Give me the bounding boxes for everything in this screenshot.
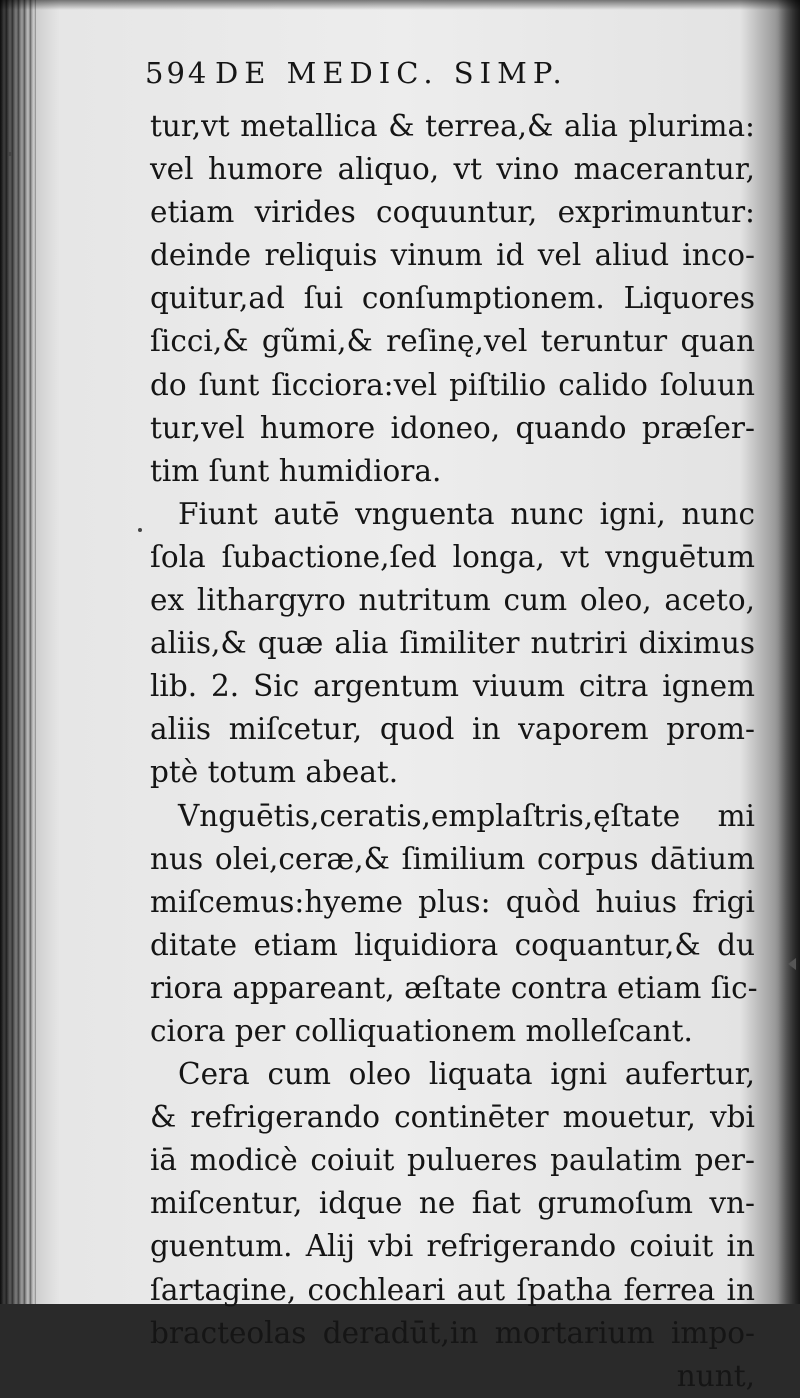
text-line: nus olei,ceræ,& ſimilium corpus dātium — [150, 841, 755, 876]
running-head — [145, 56, 645, 96]
paragraph-2 — [150, 493, 755, 795]
paragraph-4 — [150, 1053, 755, 1355]
text-line: ciora per colliquationem molleſcant. — [150, 1013, 693, 1048]
text-line: miſcentur, idque ne fiat grumoſum vn- — [150, 1186, 755, 1221]
text-line: ex lithargyro nutritum cum oleo, aceto, — [150, 583, 755, 618]
page-top-edge — [0, 0, 800, 10]
text-line: ſicci,& gũmi,& reſinę,vel teruntur quan — [150, 324, 755, 359]
text-line: iā modicè coiuit pulueres paulatim per- — [150, 1143, 755, 1178]
text-line: Vnguētis,ceratis,emplaſtris,ęſtate mi — [178, 798, 755, 833]
text-line: ptè totum abeat. — [150, 755, 399, 790]
paragraph-1 — [150, 105, 755, 493]
text-line: deinde reliquis vinum id vel aliud inco- — [150, 238, 755, 273]
text-line: Fiunt autē vnguenta nunc igni, nunc — [178, 496, 755, 531]
text-line: tur,vel humore idoneo, quando præſer- — [150, 410, 755, 445]
catchword: nunt, — [676, 1358, 755, 1393]
text-line: etiam virides coquuntur, exprimuntur: — [150, 195, 755, 230]
text-line: ſartagine, cochleari aut ſpatha ferrea in — [150, 1272, 755, 1307]
text-line: do ſunt ſicciora:vel piſtilio calido ſoluun — [150, 367, 755, 402]
text-line: bracteolas deradūt,in mortarium impo- — [150, 1315, 755, 1350]
text-line: lib. 2. Sic argentum viuum citra ignem — [150, 669, 755, 704]
page-right-edge — [778, 0, 800, 1304]
text-line: guentum. Alij vbi refrigerando coiuit in — [150, 1229, 755, 1264]
paragraph-3 — [150, 795, 758, 1054]
text-line: quitur,ad ſui conſumptionem. Liquores — [150, 281, 755, 316]
text-line: aliis,& quæ alia ſimiliter nutriri diximus — [150, 626, 755, 661]
margin-speck — [8, 152, 12, 156]
text-line: tur,vt metallica & terrea,& alia plurima: — [150, 109, 755, 143]
text-line: vel humore aliquo, vt vino macerantur, — [150, 152, 755, 187]
text-line: miſcemus:hyeme plus: quòd huius frigi — [150, 884, 755, 919]
running-title: DE MEDIC. SIMP. — [215, 56, 568, 90]
page-number: 594 — [145, 56, 210, 90]
text-line: riora appareant, æſtate contra etiam ſic- — [150, 970, 758, 1005]
margin-mark — [788, 958, 796, 970]
text-line: Cera cum oleo liquata igni aufertur, — [178, 1057, 755, 1092]
margin-speck — [138, 528, 142, 532]
text-line: ditate etiam liquidiora coquantur,& du — [150, 927, 755, 962]
book-spine-edge — [0, 0, 36, 1304]
body-text — [150, 105, 758, 1398]
text-line: tim ſunt humidiora. — [150, 453, 442, 488]
text-line: & refrigerando continēter mouetur, vbi — [150, 1100, 755, 1135]
text-line: aliis miſcetur, quod in vaporem prom- — [150, 712, 755, 747]
text-line: ſola ſubactione,ſed longa, vt vnguētum — [150, 539, 755, 574]
